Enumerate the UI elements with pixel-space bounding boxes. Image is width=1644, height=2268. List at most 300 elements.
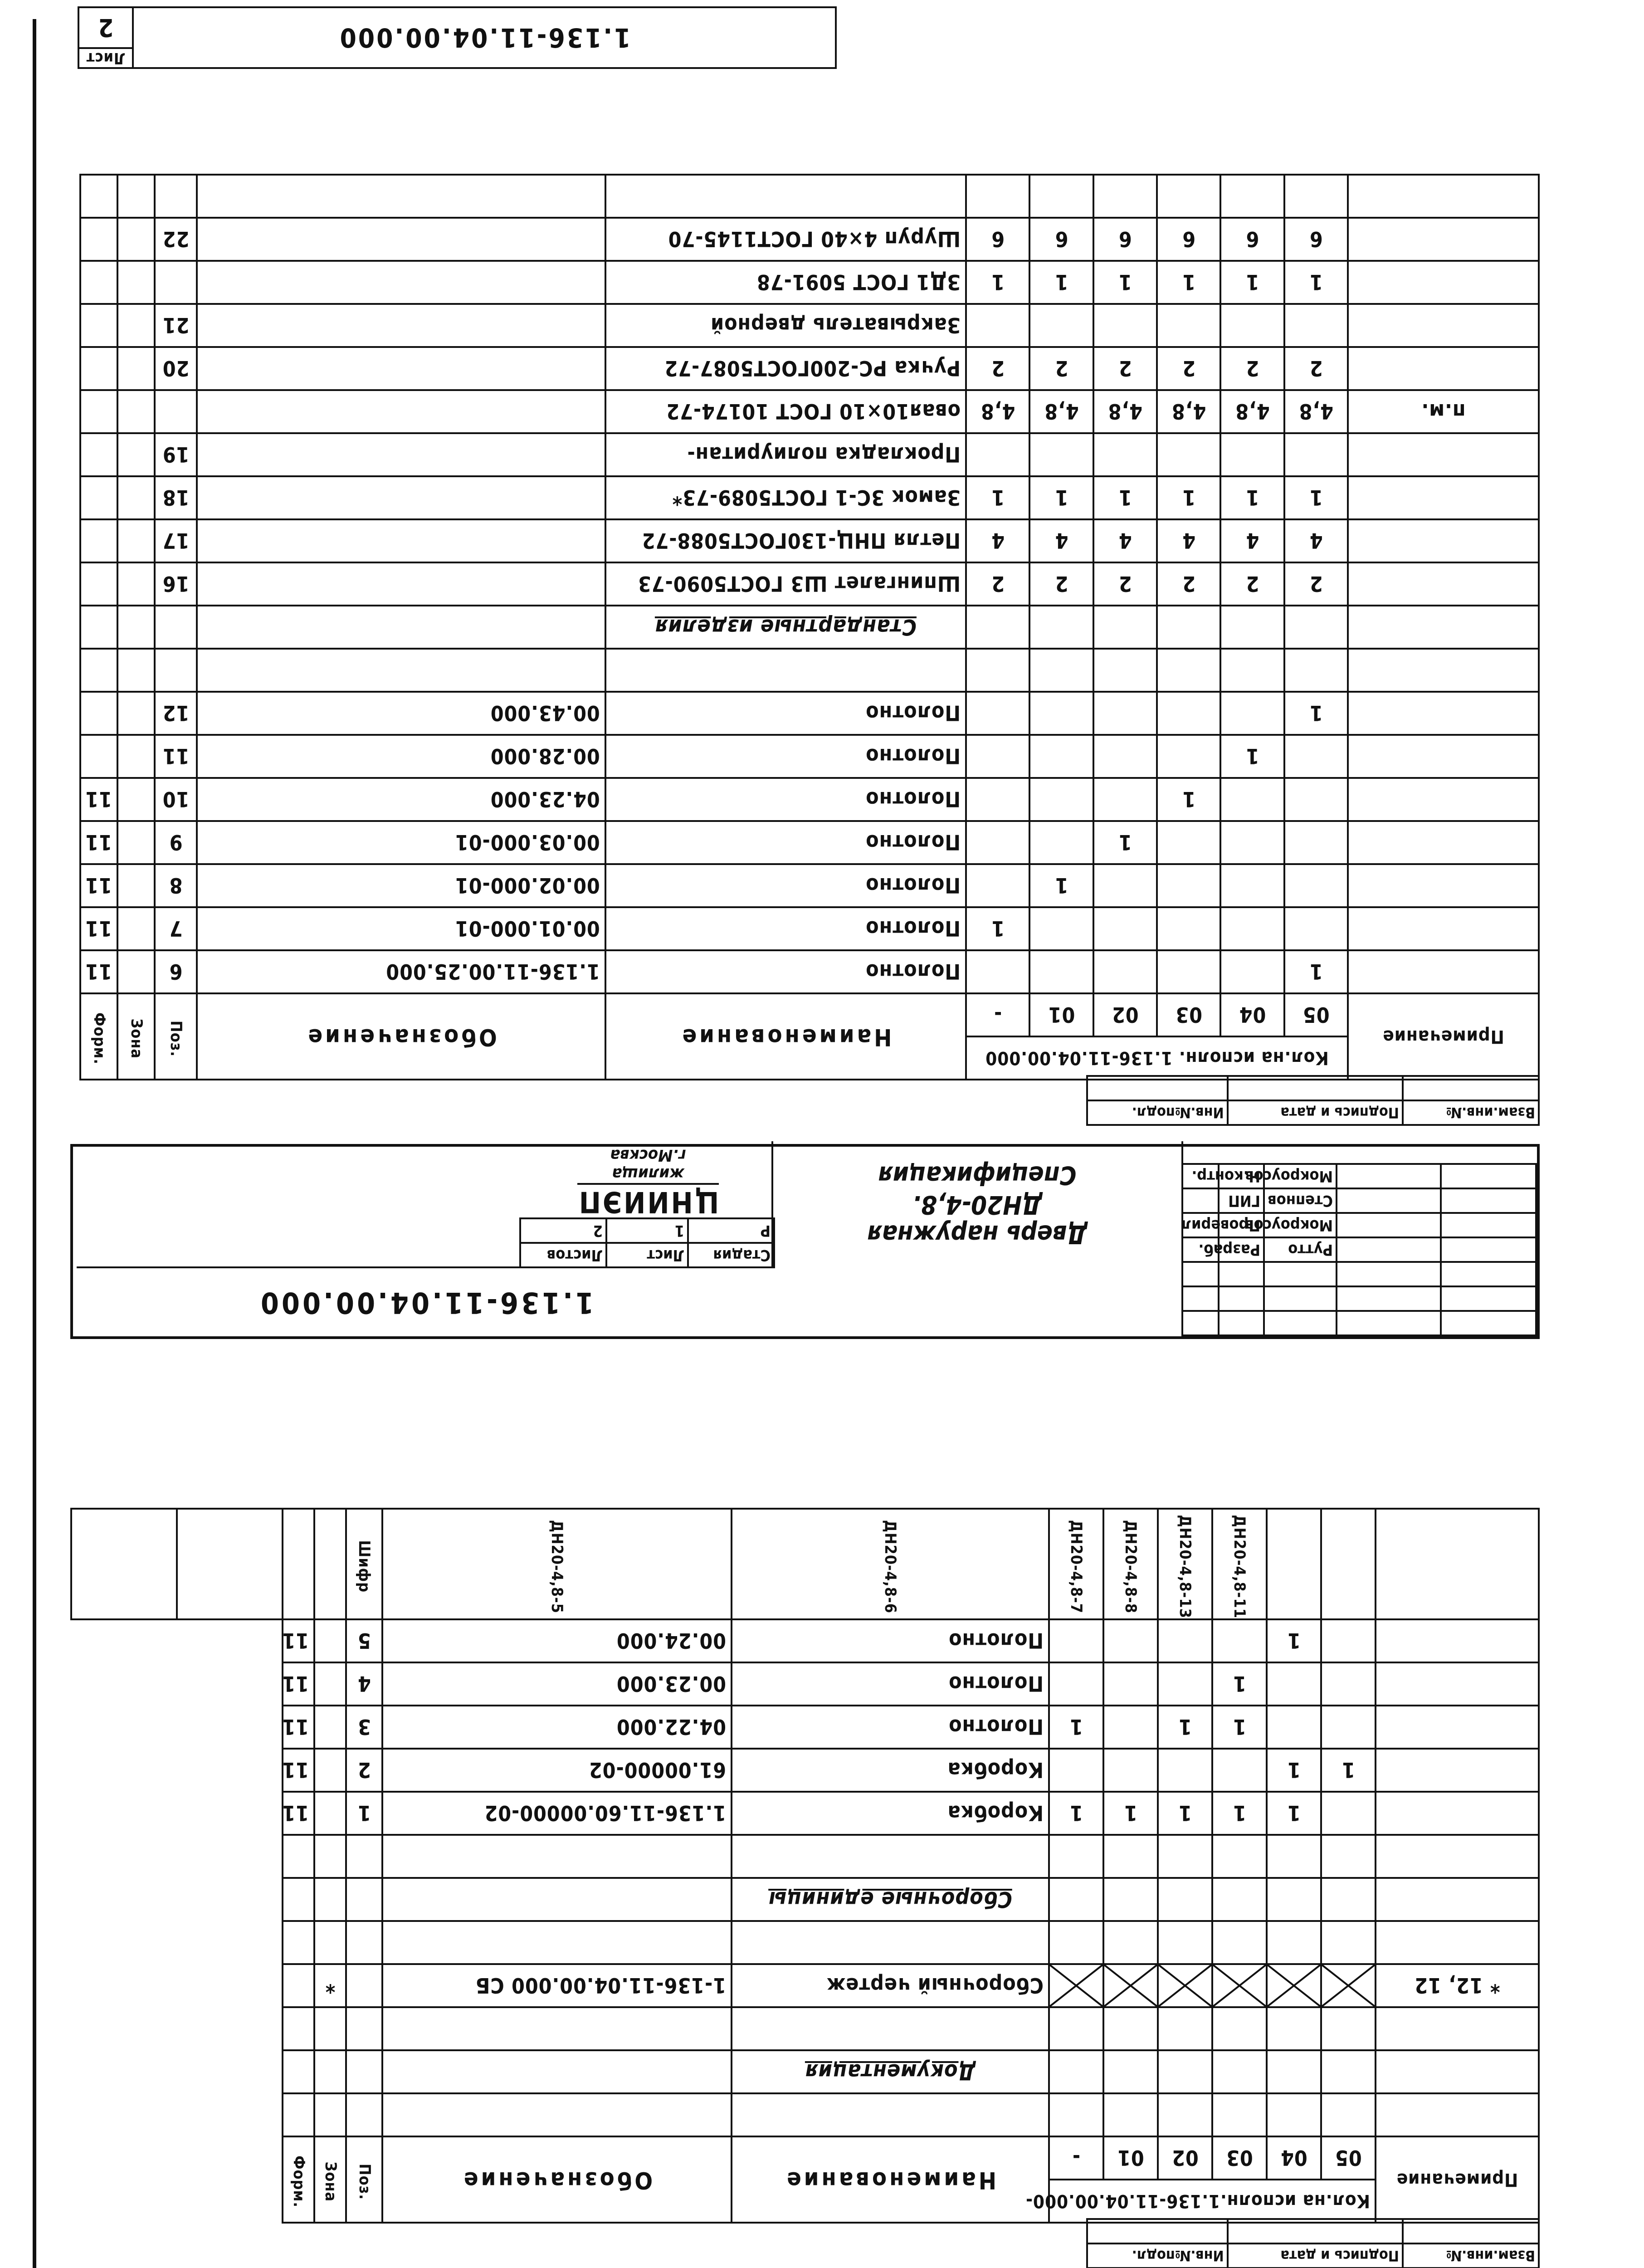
row-qty	[1093, 778, 1157, 821]
sheet1-spec-grid	[70, 1508, 1540, 2224]
row-naim	[605, 649, 966, 692]
sheet1-col-label-5: ДН20-4,8-8	[1103, 1509, 1158, 1619]
row-naim: ЗД1 ГОСТ 5091-78	[605, 261, 966, 304]
row-qty	[1093, 907, 1157, 950]
row-qty	[966, 175, 1029, 218]
row-qty: 4	[1157, 519, 1220, 562]
row-zona	[117, 821, 155, 864]
row-qty: 2	[1157, 562, 1220, 606]
sheet2-title-block	[78, 6, 837, 69]
row-zona	[117, 519, 155, 562]
row-qty	[1103, 1619, 1158, 1662]
sheet1-col-label-6: ДН20-4,8-13	[1158, 1509, 1212, 1619]
stamp-name: Степнов	[1264, 1188, 1337, 1213]
row-prim	[1348, 519, 1539, 562]
row-qty: 2	[1284, 562, 1348, 606]
row-zona	[314, 1792, 346, 1835]
row-qty	[1029, 907, 1093, 950]
row-qty: 1	[1284, 692, 1348, 735]
row-qty	[1220, 950, 1284, 993]
row-naim: Полотно	[605, 692, 966, 735]
row-poz: 2	[346, 1749, 382, 1792]
row-qty: 4,8	[1220, 390, 1284, 433]
row-prim	[1348, 476, 1539, 519]
table-row	[80, 347, 1539, 390]
row-qty: 1	[1157, 778, 1220, 821]
row-oboz: 04.22.000	[382, 1706, 732, 1749]
row-naim: Ручка РС-200ГОСТ5087-72	[605, 347, 966, 390]
table-row	[80, 476, 1539, 519]
row-qty	[1284, 778, 1348, 821]
table-row	[80, 735, 1539, 778]
sheet2-isp-01: 01	[1029, 993, 1093, 1036]
row-qty	[1220, 907, 1284, 950]
row-zona	[117, 562, 155, 606]
stamp-signature	[1337, 1164, 1441, 1188]
row-qty: 1	[1212, 1706, 1267, 1749]
stamp-name: Рутто	[1264, 1237, 1337, 1262]
row-qty	[1157, 649, 1220, 692]
row-oboz: 00.01.000-01	[197, 907, 605, 950]
row-qty: 1	[1284, 261, 1348, 304]
row-oboz	[197, 562, 605, 606]
row-naim: Петля ПНЦ-130ГОСТ5088-72	[605, 519, 966, 562]
row-oboz	[197, 261, 605, 304]
row-qty: 4	[1093, 519, 1157, 562]
sheet1-rows	[71, 1619, 1539, 1835]
row-oboz: 00.24.000	[382, 1619, 732, 1662]
row-qty: 1	[1157, 476, 1220, 519]
row-poz: 12	[155, 692, 197, 735]
row-qty	[1157, 304, 1220, 347]
sheet1-title-block	[70, 1144, 1540, 1339]
row-qty: 1	[1267, 1619, 1321, 1662]
row-qty	[1212, 1749, 1267, 1792]
sheet1-list-value: 1	[606, 1218, 688, 1243]
row-qty: 1	[1093, 261, 1157, 304]
row-naim: Полотно	[605, 735, 966, 778]
row-prim	[1348, 692, 1539, 735]
sheet2-naimen-header: Наименование	[605, 993, 966, 1080]
row-zona	[117, 606, 155, 649]
sheet1-col-label-3: ДН20-4,8-6	[732, 1509, 1049, 1619]
sheet1-isp-04: 04	[1267, 2136, 1321, 2180]
sheet2-kol-header: Кол.на исполн. 1.136-11.04.00.000	[966, 1036, 1348, 1080]
row-qty	[1157, 175, 1220, 218]
stamp-date	[1441, 1188, 1536, 1213]
row-qty: 2	[1093, 562, 1157, 606]
section-row	[80, 606, 1539, 649]
row-qty: 6	[1093, 218, 1157, 261]
row-qty: 2	[1220, 562, 1284, 606]
row-prim	[1348, 218, 1539, 261]
row-qty: 2	[1093, 347, 1157, 390]
sheet1-doc-cross-03	[1212, 1964, 1267, 2007]
table-row	[80, 907, 1539, 950]
row-qty	[1220, 433, 1284, 476]
sheet1-isp-03: 03	[1212, 2136, 1267, 2180]
row-form	[80, 606, 117, 649]
row-form: 11	[283, 1619, 314, 1662]
sheet1-title-line-3: Спецификация	[878, 1160, 1077, 1190]
row-qty	[1029, 433, 1093, 476]
row-qty: 2	[1284, 347, 1348, 390]
row-poz: 18	[155, 476, 197, 519]
row-form: 11	[80, 778, 117, 821]
sheet2-isp-05: 05	[1284, 993, 1348, 1036]
row-prim	[1348, 175, 1539, 218]
sheet1-podp-data: Подпись и дата	[1228, 2244, 1403, 2268]
sheet1-doc-row-prim: * 12, 12	[1376, 1964, 1539, 2007]
row-qty: 4	[1220, 519, 1284, 562]
sheet1-col-label-4: ДН20-4,8-7	[1049, 1509, 1103, 1619]
row-poz	[155, 649, 197, 692]
row-qty: 6	[966, 218, 1029, 261]
row-zona	[117, 864, 155, 907]
row-qty: 1	[1267, 1749, 1321, 1792]
sheet1-col-label-2: ДН20-4,8-5	[382, 1509, 732, 1619]
stamp-date	[1441, 1164, 1536, 1188]
row-zona	[314, 1749, 346, 1792]
table-row	[80, 562, 1539, 606]
row-qty: 1	[1212, 1662, 1267, 1706]
row-qty	[1321, 1619, 1376, 1662]
sheet1-doc-cross-05	[1321, 1964, 1376, 2007]
row-zona	[314, 1619, 346, 1662]
row-qty	[1284, 821, 1348, 864]
row-naim: Полотно	[732, 1706, 1049, 1749]
row-zona	[117, 907, 155, 950]
stamp-role: Разраб.	[1219, 1237, 1264, 1262]
row-qty	[1029, 778, 1093, 821]
row-qty	[1093, 175, 1157, 218]
sheet2-inv-podl: Инв.№подл.	[1087, 1100, 1228, 1125]
row-qty: 1	[1029, 261, 1093, 304]
row-qty	[1220, 304, 1284, 347]
sheet1-org-block	[521, 1146, 775, 1218]
row-qty	[1157, 821, 1220, 864]
row-prim	[1348, 562, 1539, 606]
row-qty: 1	[1093, 821, 1157, 864]
row-poz: 19	[155, 433, 197, 476]
row-naim: Стандартные изделия	[605, 606, 966, 649]
sheet1-prim-header: Примечание	[1376, 2136, 1539, 2223]
row-qty	[966, 649, 1029, 692]
row-naim: Шпингалет Ш3 ГОСТ5090-73	[605, 562, 966, 606]
row-qty	[1284, 175, 1348, 218]
sheet1-stage-stamp	[519, 1217, 775, 1268]
row-form	[80, 692, 117, 735]
row-qty: 4	[966, 519, 1029, 562]
row-qty	[1220, 864, 1284, 907]
row-oboz	[197, 476, 605, 519]
sheet2-list-label: Лист	[78, 48, 133, 68]
row-qty	[1321, 1792, 1376, 1835]
row-qty	[1284, 606, 1348, 649]
row-zona	[117, 218, 155, 261]
table-row	[80, 649, 1539, 692]
table-row	[71, 1619, 1539, 1662]
row-form: 11	[283, 1792, 314, 1835]
row-qty: 1	[1220, 735, 1284, 778]
row-qty: 2	[1157, 347, 1220, 390]
row-qty	[1220, 649, 1284, 692]
row-qty: 1	[1220, 476, 1284, 519]
row-naim: овая10×10 ГОСТ 10174-72	[605, 390, 966, 433]
row-qty: 4,8	[1093, 390, 1157, 433]
row-qty: 2	[1029, 562, 1093, 606]
sheet1-col-label-7: ДН20-4,8-11	[1212, 1509, 1267, 1619]
row-qty	[966, 433, 1029, 476]
row-qty	[966, 821, 1029, 864]
row-qty	[1284, 304, 1348, 347]
row-oboz	[197, 347, 605, 390]
row-qty	[1093, 950, 1157, 993]
row-form	[80, 476, 117, 519]
sheet1-doc-number: 1.136-11.04.00.000	[77, 1266, 775, 1336]
row-form	[80, 433, 117, 476]
row-qty: 6	[1029, 218, 1093, 261]
row-qty: 1	[1321, 1749, 1376, 1792]
table-row	[80, 692, 1539, 735]
sheet2-isp-03: 03	[1157, 993, 1220, 1036]
row-qty: 1	[1284, 950, 1348, 993]
row-oboz: 1.136-11.60.00000-02	[382, 1792, 732, 1835]
row-qty: 2	[1029, 347, 1093, 390]
sheet1-org-sub: жилища	[612, 1164, 684, 1183]
row-qty	[1284, 649, 1348, 692]
row-zona	[314, 1662, 346, 1706]
stamp-name: Мокроусов	[1264, 1164, 1337, 1188]
row-qty	[966, 950, 1029, 993]
row-qty: 1	[1157, 261, 1220, 304]
row-poz: 17	[155, 519, 197, 562]
row-form	[80, 347, 117, 390]
row-qty: 2	[966, 562, 1029, 606]
table-row	[80, 390, 1539, 433]
sheet2-isp-base: -	[966, 993, 1029, 1036]
row-oboz: 04.23.000	[197, 778, 605, 821]
row-zona	[117, 476, 155, 519]
row-qty	[1220, 606, 1284, 649]
row-zona	[117, 175, 155, 218]
sheet2-spec-grid	[79, 174, 1540, 1080]
row-poz: 16	[155, 562, 197, 606]
row-poz: 4	[346, 1662, 382, 1706]
row-qty	[1093, 606, 1157, 649]
row-qty: 1	[966, 907, 1029, 950]
sheet1-col-label-1: Шифр	[346, 1509, 382, 1619]
row-qty	[1093, 304, 1157, 347]
row-naim: Полотно	[605, 950, 966, 993]
row-poz: 7	[155, 907, 197, 950]
row-zona	[117, 778, 155, 821]
row-zona	[117, 692, 155, 735]
row-form: 11	[80, 864, 117, 907]
row-qty	[1157, 692, 1220, 735]
row-zona	[117, 261, 155, 304]
row-prim: п.м.	[1348, 390, 1539, 433]
row-oboz	[197, 606, 605, 649]
row-qty	[1029, 821, 1093, 864]
row-qty	[1212, 1619, 1267, 1662]
row-qty	[1157, 907, 1220, 950]
row-prim	[1376, 1662, 1539, 1706]
sheet1-naimen-header: Наименование	[732, 2136, 1049, 2223]
row-zona	[117, 390, 155, 433]
row-qty: 4,8	[1284, 390, 1348, 433]
row-qty	[966, 304, 1029, 347]
sheet2-doc-number: 1.136-11.04.00.000	[133, 7, 836, 68]
row-qty: 6	[1220, 218, 1284, 261]
stamp-role: ГИП	[1219, 1188, 1264, 1213]
row-poz: 6	[155, 950, 197, 993]
sheet1-title-line-1: Дверь наружная	[867, 1219, 1088, 1249]
sheet2-form-header: Форм.	[80, 993, 117, 1080]
row-qty	[966, 864, 1029, 907]
stamp-signature	[1337, 1213, 1441, 1237]
sheet1-doc-row-naim: Сборочный чертеж	[732, 1964, 1049, 2007]
table-row	[80, 519, 1539, 562]
stamp-signature	[1337, 1188, 1441, 1213]
row-qty	[1029, 692, 1093, 735]
row-poz: 1	[346, 1792, 382, 1835]
row-qty: 1	[1093, 476, 1157, 519]
row-qty: 1	[1284, 476, 1348, 519]
row-qty	[1093, 433, 1157, 476]
row-qty: 1	[966, 476, 1029, 519]
row-prim	[1348, 907, 1539, 950]
row-form	[80, 649, 117, 692]
row-qty: 1	[1103, 1792, 1158, 1835]
row-qty: 1	[1029, 476, 1093, 519]
stamp-date	[1441, 1237, 1536, 1262]
row-form	[80, 519, 117, 562]
row-qty	[1267, 1706, 1321, 1749]
sheet-1	[70, 1144, 1540, 2268]
row-qty	[1093, 649, 1157, 692]
row-prim	[1348, 304, 1539, 347]
stamp-row	[1182, 1164, 1536, 1188]
row-prim	[1348, 864, 1539, 907]
sheet1-doc-cross-04	[1267, 1964, 1321, 2007]
sheet1-doc-cross-01	[1103, 1964, 1158, 2007]
sheet1-isp-base: -	[1049, 2136, 1103, 2180]
row-qty	[1029, 606, 1093, 649]
sheet1-vzam-inv: Взам.инв.№	[1403, 2244, 1539, 2268]
sheet1-inv-podl: Инв.№подл.	[1087, 2244, 1228, 2268]
sheet2-oboznach-header: Обозначение	[197, 993, 605, 1080]
row-form	[80, 304, 117, 347]
table-row	[80, 175, 1539, 218]
sheet1-title-line-2: ДН20-4,8.	[912, 1190, 1043, 1220]
row-oboz	[197, 649, 605, 692]
row-poz	[155, 175, 197, 218]
row-qty	[1157, 735, 1220, 778]
stamp-signature	[1337, 1237, 1441, 1262]
sheet2-rows	[80, 175, 1539, 993]
row-form: 11	[80, 821, 117, 864]
row-form	[80, 261, 117, 304]
stamp-row	[1182, 1237, 1536, 1262]
table-row	[71, 1792, 1539, 1835]
table-row	[80, 304, 1539, 347]
sheet1-isp-02: 02	[1158, 2136, 1212, 2180]
row-poz: 8	[155, 864, 197, 907]
row-qty: 2	[966, 347, 1029, 390]
row-poz: 3	[346, 1706, 382, 1749]
row-zona	[314, 1706, 346, 1749]
row-naim: Шуруп 4×40 ГОСТ1145-70	[605, 218, 966, 261]
row-qty	[1029, 950, 1093, 993]
row-zona	[117, 649, 155, 692]
sheet1-org-name: ЦНИИЭП	[577, 1183, 719, 1218]
sheet1-title-text	[771, 1141, 1183, 1268]
row-qty: 1	[966, 261, 1029, 304]
row-naim: Закрыватель дверной	[605, 304, 966, 347]
row-naim: Полотно	[732, 1619, 1049, 1662]
sheet2-list-number: 2	[78, 7, 133, 48]
row-poz: 9	[155, 821, 197, 864]
sheet1-doc-cross-base	[1049, 1964, 1103, 2007]
row-qty: 4	[1029, 519, 1093, 562]
row-prim	[1376, 1749, 1539, 1792]
sheet1-asm-section: Сборочные единицы	[732, 1878, 1049, 1921]
sheet1-doc-row-zona: *	[314, 1964, 346, 2007]
sheet1-listov-label: Листов	[520, 1243, 606, 1267]
row-poz: 11	[155, 735, 197, 778]
row-prim	[1348, 606, 1539, 649]
row-zona	[117, 433, 155, 476]
row-poz: 21	[155, 304, 197, 347]
row-qty	[1029, 304, 1093, 347]
row-qty: 1	[1049, 1706, 1103, 1749]
row-qty: 1	[1212, 1792, 1267, 1835]
sheet1-isp-01: 01	[1103, 2136, 1158, 2180]
row-qty	[1158, 1662, 1212, 1706]
sheet1-docs-section: Документация	[732, 2050, 1049, 2093]
row-qty	[1157, 864, 1220, 907]
sheet1-zona-header: Зона	[314, 2136, 346, 2223]
row-prim	[1376, 1706, 1539, 1749]
row-form	[80, 175, 117, 218]
row-naim: Полотно	[732, 1662, 1049, 1706]
sheet1-stadia-label: Стадия	[688, 1243, 774, 1267]
table-row	[80, 821, 1539, 864]
sheet1-poz-header: Поз.	[346, 2136, 382, 2223]
row-oboz: 00.28.000	[197, 735, 605, 778]
row-qty	[1049, 1749, 1103, 1792]
row-qty	[1093, 864, 1157, 907]
row-qty: 1	[1158, 1706, 1212, 1749]
row-prim	[1348, 433, 1539, 476]
row-naim: Полотно	[605, 778, 966, 821]
row-form: 11	[283, 1706, 314, 1749]
row-oboz	[197, 175, 605, 218]
row-qty: 1	[1029, 864, 1093, 907]
row-naim: Коробка	[732, 1792, 1049, 1835]
row-oboz: 00.43.000	[197, 692, 605, 735]
table-row	[80, 864, 1539, 907]
sheet1-kol-header: Кол.на исполн.1.136-11.04.00.000-	[1049, 2180, 1376, 2223]
row-qty	[1158, 1619, 1212, 1662]
stamp-row	[1182, 1188, 1536, 1213]
row-qty	[1220, 821, 1284, 864]
row-qty	[1049, 1662, 1103, 1706]
row-oboz	[197, 304, 605, 347]
sheet1-listov-value: 2	[520, 1218, 606, 1243]
binding-line	[33, 19, 36, 2268]
